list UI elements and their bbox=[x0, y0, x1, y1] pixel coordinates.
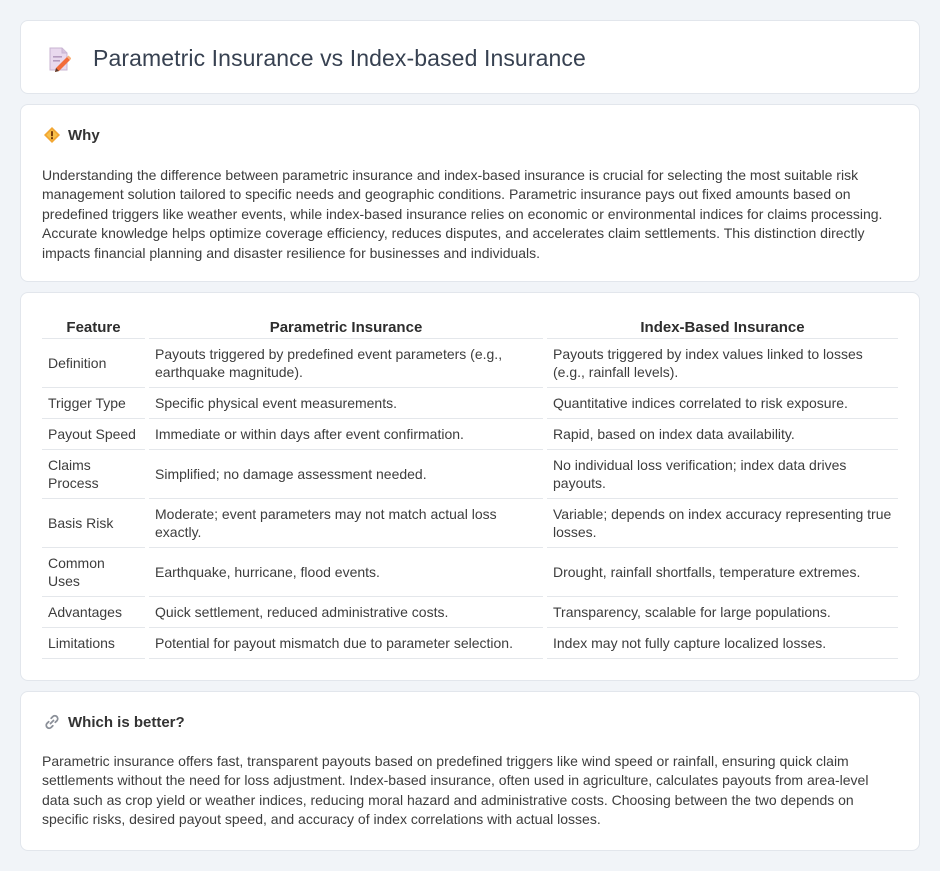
index-based-cell: No individual loss verification; index data drives payouts. bbox=[545, 449, 898, 498]
index-based-cell: Drought, rainfall shortfalls, temperature extremes. bbox=[545, 547, 898, 596]
parametric-cell: Payouts triggered by predefined event parameters (e.g., earthquake magnitude). bbox=[147, 338, 545, 387]
row-feature-cell: Advantages bbox=[42, 596, 147, 627]
column-header-index-based: Index-Based Insurance bbox=[545, 313, 898, 338]
which-is-better-section bbox=[20, 691, 920, 851]
parametric-cell: Moderate; event parameters may not match actual loss exactly. bbox=[147, 498, 545, 547]
table-row bbox=[42, 418, 898, 449]
why-heading bbox=[43, 126, 100, 144]
table-row bbox=[42, 627, 898, 658]
table-row bbox=[42, 449, 898, 498]
index-based-cell: Quantitative indices correlated to risk exposure. bbox=[545, 387, 898, 418]
index-based-cell: Index may not fully capture localized losses. bbox=[545, 627, 898, 658]
link-icon bbox=[43, 713, 61, 731]
table-row bbox=[42, 498, 898, 547]
row-feature-cell: Definition bbox=[42, 338, 147, 387]
parametric-cell: Immediate or within days after event confirmation. bbox=[147, 418, 545, 449]
table-row bbox=[42, 596, 898, 627]
table-row bbox=[42, 387, 898, 418]
row-feature-cell: Claims Process bbox=[42, 449, 147, 498]
index-based-cell: Transparency, scalable for large populations. bbox=[545, 596, 898, 627]
page-title: Parametric Insurance vs Index-based Insurance bbox=[93, 45, 586, 71]
comparison-table bbox=[42, 313, 898, 659]
better-text: Parametric insurance offers fast, transparent payouts based on predefined triggers like wind speed or rainfall, ensuring quick claim settlements without the need for loss adjustment. Index-based insurance, often used in agriculture, calculates payouts from area-level data such as crop yield or weather indices, reducing moral hazard and administrative costs. Choosing between the two depends on specific risks, desired payout speed, and accuracy of index correlations with actual losses. bbox=[42, 753, 869, 828]
index-based-cell: Rapid, based on index data availability. bbox=[545, 418, 898, 449]
diamond-sign-icon bbox=[43, 126, 61, 144]
table-header-row bbox=[42, 313, 898, 338]
better-title: Which is better? bbox=[68, 713, 185, 731]
why-title: Why bbox=[68, 126, 100, 144]
parametric-cell: Potential for payout mismatch due to parameter selection. bbox=[147, 627, 545, 658]
row-feature-cell: Basis Risk bbox=[42, 498, 147, 547]
parametric-cell: Quick settlement, reduced administrative costs. bbox=[147, 596, 545, 627]
row-feature-cell: Payout Speed bbox=[42, 418, 147, 449]
index-based-cell: Payouts triggered by index values linked to losses (e.g., rainfall levels). bbox=[545, 338, 898, 387]
column-header-feature: Feature bbox=[42, 313, 147, 338]
row-feature-cell: Limitations bbox=[42, 627, 147, 658]
column-header-parametric: Parametric Insurance bbox=[147, 313, 545, 338]
row-feature-cell: Common Uses bbox=[42, 547, 147, 596]
title-row bbox=[47, 45, 586, 72]
parametric-cell: Simplified; no damage assessment needed. bbox=[147, 449, 545, 498]
row-feature-cell: Trigger Type bbox=[42, 387, 147, 418]
better-heading bbox=[43, 713, 185, 731]
comparison-section bbox=[20, 292, 920, 681]
table-row bbox=[42, 338, 898, 387]
index-based-cell: Variable; depends on index accuracy representing true losses. bbox=[545, 498, 898, 547]
parametric-cell: Specific physical event measurements. bbox=[147, 387, 545, 418]
why-text: Understanding the difference between parametric insurance and index-based insurance is crucial for selecting the most suitable risk management solution tailored to specific needs and geographic conditions. Parametric insurance pays out fixed amounts based on predefined triggers like weather events, while index-based insurance relies on economic or environmental indices for claims processing. Accurate knowledge helps optimize coverage efficiency, reduces disputes, and accelerates claim settlements. This distinction directly impacts financial planning and disaster resilience for businesses and individuals. bbox=[42, 167, 883, 261]
why-section bbox=[20, 104, 920, 282]
table-row bbox=[42, 547, 898, 596]
document-pencil-icon bbox=[47, 46, 71, 72]
title-card bbox=[20, 20, 920, 94]
parametric-cell: Earthquake, hurricane, flood events. bbox=[147, 547, 545, 596]
